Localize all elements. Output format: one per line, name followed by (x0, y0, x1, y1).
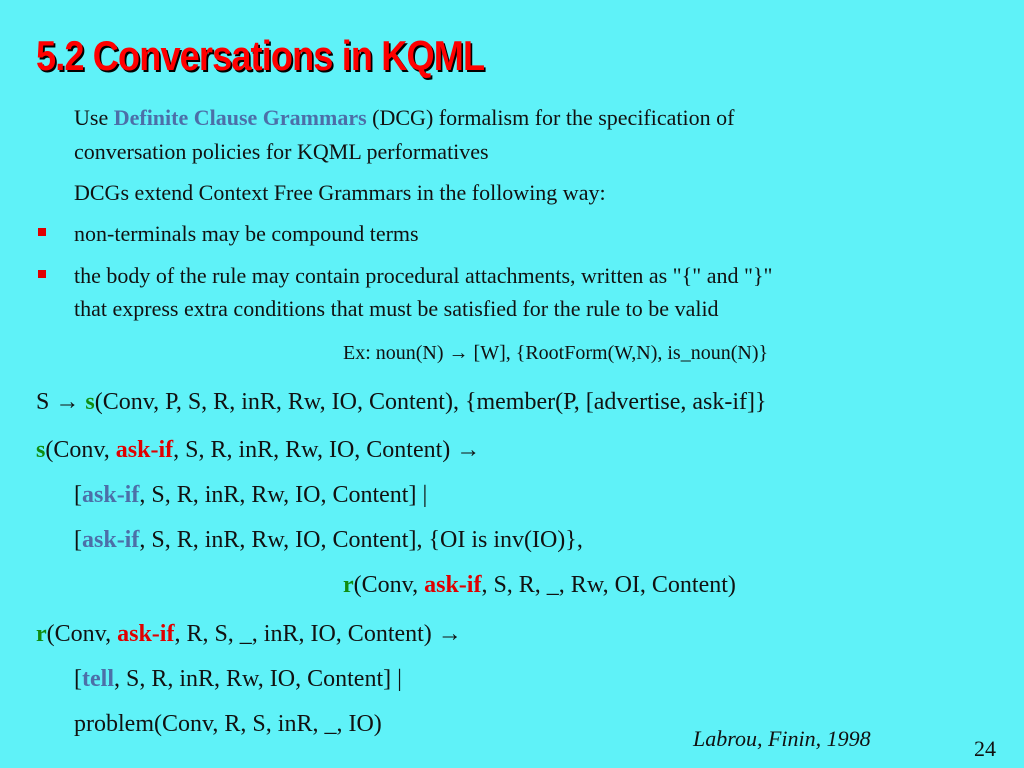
rule-text: S → (36, 389, 86, 415)
bullet-marker (38, 228, 46, 236)
nonterminal-s: s (36, 437, 46, 463)
rule-text: (Conv, (353, 572, 425, 598)
intro-use: Use (74, 105, 114, 130)
rule-text: , R, S, _, inR, IO, Content) → (174, 621, 462, 647)
rule-text: , S, R, inR, Rw, IO, Content] | (113, 666, 402, 692)
rule-line-1 (36, 385, 767, 419)
intro-line-1 (74, 101, 734, 135)
bullet-1-text: non-terminals may be compound terms (74, 221, 419, 246)
rule-text: [ (74, 482, 82, 508)
rule-text: (Conv, P, S, R, inR, Rw, IO, Content), {member(P, [advertise, ask-if]} (94, 389, 767, 415)
performative-tell: tell (82, 666, 114, 692)
rule-text: [ (74, 527, 82, 553)
bullet-marker (38, 270, 46, 278)
rule-text: , S, R, inR, Rw, IO, Content) → (173, 437, 481, 463)
nonterminal-r: r (36, 621, 47, 647)
intro-line-3: DCGs extend Context Free Grammars in the following way: (74, 180, 606, 205)
performative-ask-if: ask-if (82, 482, 140, 508)
rule-line-4 (74, 523, 583, 557)
rule-text: (Conv, (46, 621, 118, 647)
rule-text: , S, R, _, Rw, OI, Content) (481, 572, 736, 598)
dcg-term: Definite Clause Grammars (113, 105, 367, 130)
intro-rest: (DCG) formalism for the specification of (366, 105, 735, 130)
rule-line-2 (36, 433, 480, 467)
performative-ask-if: ask-if (424, 572, 482, 598)
performative-ask-if: ask-if (115, 437, 174, 463)
rule-line-7 (74, 662, 402, 696)
performative-ask-if: ask-if (82, 527, 140, 553)
rule-line-3 (74, 478, 427, 512)
rule-text: , S, R, inR, Rw, IO, Content] | (139, 482, 428, 508)
nonterminal-s: s (85, 389, 95, 415)
bullet-2-line-1: the body of the rule may contain procedural attachments, written as "{" and "}" (74, 263, 773, 288)
rule-line-6 (36, 617, 462, 651)
rule-text: , S, R, inR, Rw, IO, Content], {OI is inv(IO)}, (139, 527, 583, 553)
nonterminal-r: r (343, 572, 354, 598)
citation: Labrou, Finin, 1998 (693, 726, 871, 751)
example-line: Ex: noun(N) → [W], {RootForm(W,N), is_noun(N)} (343, 342, 769, 364)
rule-line-8: problem(Conv, R, S, inR, _, IO) (74, 711, 382, 737)
intro-line-2: conversation policies for KQML performatives (74, 139, 489, 164)
performative-ask-if: ask-if (117, 621, 175, 647)
slide-title: 5.2 Conversations in KQML (36, 32, 485, 79)
rule-text: (Conv, (45, 437, 116, 463)
rule-line-5 (343, 568, 736, 602)
page-number: 24 (974, 736, 996, 761)
rule-text: [ (74, 666, 82, 692)
bullet-2-line-2: that express extra conditions that must be satisfied for the rule to be valid (74, 296, 719, 321)
